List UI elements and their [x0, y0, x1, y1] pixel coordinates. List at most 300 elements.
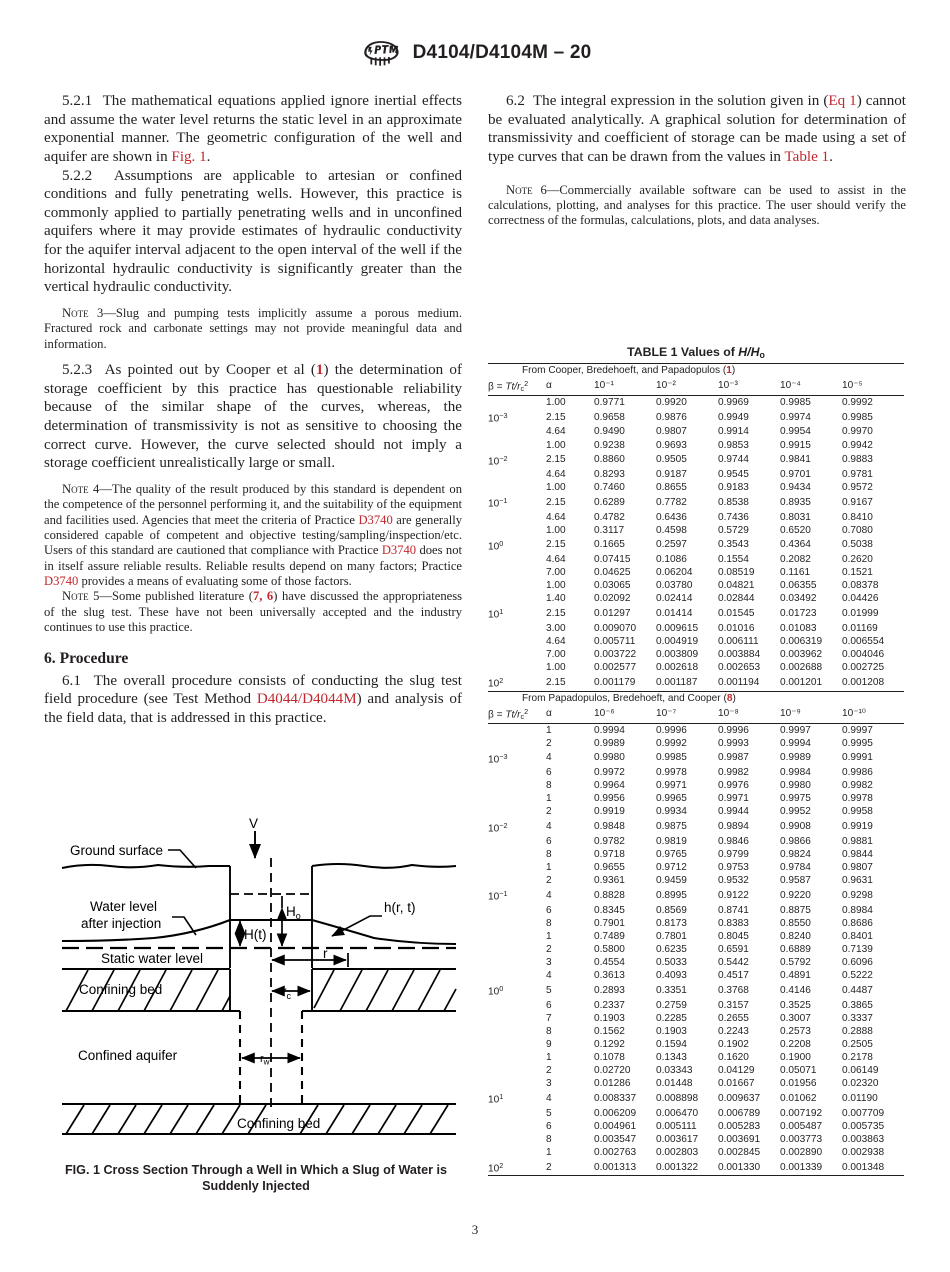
table-cell-value: 0.8401 [842, 930, 873, 942]
table-cell-alpha: 1.40 [546, 593, 566, 605]
table-cell-value: 0.01286 [594, 1078, 631, 1090]
table-cell-value: 0.9919 [842, 821, 873, 833]
table-cell-alpha: 9 [546, 1038, 552, 1050]
label-v: V [249, 816, 259, 831]
table-cell-alpha: 2.15 [546, 411, 566, 423]
table-cell-alpha: 1.00 [546, 395, 594, 409]
table-cell-value: 0.2573 [780, 1025, 811, 1037]
note-label: Note [62, 306, 89, 321]
table-cell-value: 0.001201 [780, 676, 823, 688]
table-row [488, 579, 904, 592]
table-cell-alpha: 1 [546, 723, 594, 737]
table-cell-beta [488, 481, 546, 494]
table-row [488, 511, 904, 524]
fig-1-cross-section [44, 808, 468, 1153]
note-text-b: are generally considered capable of competent and objective testing/sampling/inspection/etc. Users of this standard are cautioned that compliance with Practice [44, 512, 462, 558]
table-cell-value: 0.4487 [842, 984, 873, 996]
table-cell-alpha: 3 [546, 1078, 552, 1090]
table-cell-alpha: 7.00 [546, 649, 566, 660]
note-number: 6 [540, 182, 547, 197]
table-row [488, 1133, 904, 1146]
table-cell-alpha: 1.00 [546, 662, 566, 674]
table-cell-alpha: 5 [546, 1107, 552, 1119]
table-cell-value: 0.8875 [780, 904, 811, 916]
table-cell-value: 0.9866 [780, 835, 811, 847]
table-cell-value: 0.006470 [656, 1107, 699, 1119]
table-cell-alpha: 8 [546, 917, 552, 929]
paragraph-6-2 [488, 92, 906, 167]
table-cell-alpha: 2.15 [546, 608, 566, 620]
table-cell-value: 0.006209 [594, 1107, 637, 1119]
table-row [488, 750, 904, 766]
table-cell-value: 0.02414 [656, 593, 693, 605]
table-cell-value: 0.9986 [842, 767, 873, 779]
table-title [488, 345, 904, 360]
table-cell-value: 0.2759 [656, 999, 687, 1011]
table-cell-value: 0.002618 [656, 662, 699, 674]
table-cell-value: 0.9996 [718, 723, 780, 737]
bibliography-ref-7[interactable]: 7 [252, 589, 260, 604]
table-cell-alpha: 1 [546, 862, 552, 874]
table-cell-alpha: 4.64 [546, 426, 566, 438]
table-cell-value: 0.9984 [780, 767, 811, 779]
table-cell-beta [488, 1107, 546, 1120]
table-cell-beta [488, 969, 546, 982]
table-cell-alpha: 3 [546, 956, 552, 968]
table-cell-value: 0.002725 [842, 662, 885, 674]
label-ground-surface: Ground surface [70, 843, 164, 858]
table-row [488, 887, 904, 903]
table-cell-value: 0.9846 [718, 835, 749, 847]
table-cell-value: 0.4554 [594, 956, 625, 968]
table-cell-value: 0.002890 [780, 1146, 823, 1158]
table-cell-value: 0.08378 [842, 580, 879, 592]
table-cell-value: 0.9701 [780, 468, 811, 480]
table-cell-beta [488, 805, 546, 818]
table-cell-value: 0.01062 [780, 1092, 817, 1104]
table-cell-value: 0.4782 [594, 511, 625, 523]
table-cell-alpha: 3.00 [546, 622, 566, 634]
table-col-header-1: 10⁻⁶ [594, 708, 615, 720]
table-cell-value: 0.02092 [594, 593, 631, 605]
paragraph-5-2-2 [44, 167, 462, 297]
table-row [488, 622, 904, 635]
table-cell-value: 0.9782 [594, 835, 625, 847]
link-d3740-3[interactable]: D3740 [44, 574, 79, 589]
table-cell-value: 0.9942 [842, 439, 873, 451]
link-eq-1[interactable]: Eq 1 [828, 93, 857, 109]
table-row [488, 723, 904, 737]
table-cell-value: 0.8860 [594, 454, 625, 466]
table-cell-value: 0.9989 [780, 752, 811, 764]
table-cell-value: 0.9908 [780, 821, 811, 833]
table-col-header-4: 10⁻⁴ [780, 380, 801, 392]
table-cell-alpha: 1.00 [546, 439, 566, 451]
table-cell-value: 0.2893 [594, 984, 625, 996]
link-d3740-1[interactable]: D3740 [358, 512, 393, 527]
table-cell-value: 0.9841 [780, 454, 811, 466]
table-cell-value: 0.4146 [780, 984, 811, 996]
note-text-a: —The quality of the result produced by this standard is dependent on the competence of the personnel performing it, and the suitability of the equipment and facilities used. Agencies that meet the criteria of Practice [44, 481, 462, 527]
table-cell-alpha: 2 [546, 806, 552, 818]
table-col-header-4: 10⁻⁹ [780, 708, 801, 720]
table-cell-value: 0.9876 [656, 411, 687, 423]
table-cell-value: 0.9361 [594, 875, 625, 887]
table-row [488, 819, 904, 835]
table-cell-beta [488, 1120, 546, 1133]
table-cell-alpha: 2.15 [546, 676, 566, 688]
table-cell-value: 0.06204 [656, 567, 693, 579]
table-cell-value: 0.9919 [594, 806, 625, 818]
table-cell-value: 0.2620 [842, 554, 873, 566]
table-cell-beta [488, 835, 546, 848]
table-cell-value: 0.001313 [594, 1159, 656, 1176]
table-cell-value: 0.001330 [718, 1159, 780, 1176]
para-number: 6.1 [62, 672, 81, 689]
table-cell-value: 0.9712 [656, 862, 687, 874]
label-r-c: $r_c$ [282, 984, 291, 1001]
table-cell-value: 0.004046 [842, 649, 885, 660]
table-cell-value: 0.9982 [718, 767, 749, 779]
table-cell-alpha: 1 [546, 1146, 552, 1158]
table-cell-value: 0.04426 [842, 593, 879, 605]
table-cell-beta [488, 468, 546, 481]
table-cell-value: 0.1161 [780, 567, 811, 579]
label-h-sub-o: $H_o$ [286, 904, 301, 921]
table-cell-value: 0.5033 [656, 956, 687, 968]
table-group-title-row [488, 363, 904, 377]
table-row [488, 999, 904, 1012]
table-row [488, 737, 904, 750]
table-cell-alpha: 6 [546, 1120, 552, 1132]
table-cell-value: 0.8410 [842, 511, 873, 523]
table-row [488, 566, 904, 579]
table-cell-value: 0.04625 [594, 567, 631, 579]
table-cell-value: 0.9532 [718, 875, 749, 887]
para-text: The integral expression in the solution given in ( [532, 93, 829, 109]
table-cell-value: 0.9974 [780, 411, 811, 423]
para-text: The overall procedure consists of conducting the slug test field procedure (see Test Method [44, 672, 463, 708]
table-cell-beta [488, 1038, 546, 1051]
table-cell-value: 0.2178 [842, 1051, 873, 1063]
table-cell-value: 0.2082 [780, 554, 811, 566]
table-cell-value: 0.004961 [594, 1120, 637, 1132]
table-row [488, 452, 904, 468]
table-cell-value: 0.9572 [842, 482, 873, 494]
table-cell-value: 0.003617 [656, 1133, 699, 1145]
table-cell-value: 0.9985 [842, 411, 873, 423]
table-cell-value: 0.001322 [656, 1159, 718, 1176]
table-1 [488, 363, 904, 1176]
table-cell-value: 0.3525 [780, 999, 811, 1011]
table-cell-value: 0.002763 [594, 1146, 637, 1158]
table-cell-alpha: 2.15 [546, 496, 566, 508]
table-cell-value: 0.05071 [780, 1065, 817, 1076]
table-title-subscript: o [759, 349, 765, 360]
table-cell-value: 0.8984 [842, 904, 873, 916]
table-cell-value: 0.8550 [780, 917, 811, 929]
table-cell-beta [488, 1077, 546, 1090]
table-cell-alpha: 4 [546, 752, 552, 764]
table-cell-value: 0.003863 [842, 1133, 885, 1145]
table-cell-value: 0.03492 [780, 593, 817, 605]
link-table-1[interactable]: Table 1 [784, 148, 830, 165]
table-cell-value: 0.9991 [842, 752, 873, 764]
table-row [488, 917, 904, 930]
table-cell-value: 0.7080 [842, 524, 873, 536]
table-row [488, 1107, 904, 1120]
table-cell-value: 0.5442 [718, 956, 749, 968]
table-row [488, 792, 904, 805]
table-row [488, 395, 904, 409]
table-cell-value: 0.9985 [656, 752, 687, 764]
table-cell-beta [488, 723, 546, 737]
table-cell-alpha: 2.15 [546, 454, 566, 466]
table-cell-value: 0.1554 [718, 554, 749, 566]
table-cell-alpha: 2.15 [546, 539, 566, 551]
para-text-end: . [829, 148, 833, 165]
para-number: 5.2.2 [62, 167, 93, 184]
table-cell-value: 0.2208 [780, 1038, 811, 1050]
table-cell-value: 0.1900 [780, 1051, 811, 1063]
note-number: 3 [97, 306, 104, 321]
table-cell-value: 0.8828 [594, 889, 625, 901]
table-row [488, 943, 904, 956]
table-row [488, 835, 904, 848]
note-text-d: provides a means of evaluating some of those factors. [78, 574, 352, 589]
table-col-header-3: 10⁻³ [718, 380, 738, 392]
table-cell-beta [488, 930, 546, 943]
table-row [488, 1038, 904, 1051]
table-cell-value: 0.9993 [718, 737, 749, 749]
table-cell-value: 0.04129 [718, 1065, 755, 1076]
table-cell-value: 0.1292 [594, 1038, 625, 1050]
note-4 [44, 482, 462, 590]
table-row [488, 1159, 904, 1176]
table-cell-beta [488, 592, 546, 605]
table-cell-value: 0.7801 [656, 930, 687, 942]
table-cell-value: 0.03065 [594, 580, 631, 592]
table-cell-beta [488, 904, 546, 917]
table-cell-value: 0.7436 [718, 511, 749, 523]
para-number: 6.2 [506, 93, 525, 109]
table-cell-beta: $10^{-3}$ [488, 411, 508, 425]
table-row [488, 537, 904, 553]
table-cell-value: 0.9784 [780, 862, 811, 874]
table-cell-value: 0.007192 [780, 1107, 823, 1119]
table-cell-value: 0.006554 [842, 635, 885, 647]
table-cell-value: 0.9631 [842, 875, 873, 887]
table-cell-beta [488, 999, 546, 1012]
table-cell-value: 0.9753 [718, 862, 749, 874]
table-cell-value: 0.9765 [656, 848, 687, 860]
table-title-symbol: H/H [738, 345, 760, 359]
note-text: —Commercially available software can be used to assist in the calculations, plotting, and analyses for this practice. The user should verify the correctness of the formulas, calculations, plots, and data analyses. [488, 182, 907, 228]
table-cell-value: 0.002577 [594, 662, 637, 674]
table-cell-alpha: 7.00 [546, 567, 566, 579]
table-title-prefix: TABLE 1 Values of [627, 345, 739, 359]
figure-1-wrapper [44, 808, 468, 1194]
note-5 [44, 589, 462, 635]
table-cell-value: 0.02720 [594, 1065, 631, 1076]
table-cell-value: 0.8173 [656, 917, 687, 929]
table-cell-value: 0.001194 [718, 676, 760, 688]
table-cell-value: 0.01414 [656, 608, 693, 620]
table-cell-value: 0.4598 [656, 524, 687, 536]
table-group-title-row [488, 691, 904, 705]
table-cell-value: 0.003884 [718, 649, 761, 660]
table-row [488, 982, 904, 998]
table-cell-value: 0.8345 [594, 904, 625, 916]
table-cell-value: 0.9238 [594, 439, 625, 451]
table-row [488, 468, 904, 481]
hatch-upper-right [314, 970, 456, 1011]
table-cell-value: 0.003547 [594, 1133, 637, 1145]
table-group-title: From Papadopulos, Bredehoeft, and Cooper (8) [488, 691, 904, 705]
table-cell-value: 0.4517 [718, 970, 749, 982]
table-cell-value: 0.3768 [718, 984, 749, 996]
table-col-header-5: 10⁻⁵ [842, 380, 863, 392]
table-cell-beta: $10^1$ [488, 607, 504, 621]
table-cell-value: 0.7782 [656, 496, 687, 508]
table-cell-value: 0.8741 [718, 904, 749, 916]
table-cell-beta: $10^{-1}$ [488, 496, 508, 510]
table-cell-value: 0.9187 [656, 468, 687, 480]
table-cell-value: 0.9992 [842, 395, 904, 409]
table-cell-beta [488, 566, 546, 579]
table-cell-value: 0.9655 [594, 862, 625, 874]
table-row [488, 1064, 904, 1077]
bibliography-ref-1[interactable]: 1 [315, 362, 324, 379]
table-cell-value: 0.6235 [656, 943, 687, 955]
table-cell-value: 0.9220 [780, 889, 811, 901]
link-fig-1[interactable]: Fig. 1 [171, 148, 207, 165]
table-cell-value: 0.9980 [780, 780, 811, 792]
table-cell-value: 0.9771 [594, 395, 656, 409]
table-cell-beta: $10^{-1}$ [488, 889, 508, 903]
table-cell-value: 0.5729 [718, 524, 749, 536]
table-cell-value: 0.8045 [718, 930, 749, 942]
table-cell-value: 0.9883 [842, 454, 873, 466]
table-row [488, 969, 904, 982]
table-cell-beta [488, 635, 546, 648]
table-cell-value: 0.9824 [780, 848, 811, 860]
table-cell-beta [488, 622, 546, 635]
table-cell-value: 0.01297 [594, 608, 631, 620]
table-cell-alpha: 4 [546, 821, 552, 833]
table-cell-beta [488, 524, 546, 537]
table-cell-value: 0.9434 [780, 482, 811, 494]
table-cell-beta [488, 661, 546, 674]
table-beta-header: $\beta = Tt/r_c^2$ [488, 379, 529, 393]
para-text: As pointed out by Cooper et al ( [104, 362, 316, 379]
table-cell-value: 0.9807 [656, 426, 687, 438]
astm-logo [359, 38, 403, 68]
table-cell-beta [488, 917, 546, 930]
note-label: Note [62, 481, 89, 496]
table-cell-beta [488, 1012, 546, 1025]
standard-designation: D4104/D4104M – 20 [412, 42, 592, 63]
table-cell-value: 0.9976 [718, 780, 749, 792]
table-cell-value: 0.7460 [594, 482, 625, 494]
table-cell-beta: $10^0$ [488, 984, 504, 998]
table-cell-value: 0.6520 [780, 524, 811, 536]
table-cell-value: 0.3865 [842, 999, 873, 1011]
para-text-end: . [206, 148, 211, 165]
table-cell-alpha: 6 [546, 999, 552, 1011]
table-cell-value: 0.5792 [780, 956, 811, 968]
table-alpha-header: α [546, 708, 552, 720]
label-confining-bed-bottom: Confining bed [237, 1116, 321, 1131]
table-cell-value: 0.2285 [656, 1012, 687, 1024]
table-cell-value: 0.8383 [718, 917, 749, 929]
table-cell-value: 0.005111 [656, 1120, 697, 1132]
label-h-of-t: H(t) [244, 927, 267, 942]
table-cell-value: 0.01545 [718, 608, 755, 620]
table-cell-alpha: 4.64 [546, 635, 566, 647]
table-cell-alpha: 8 [546, 1025, 552, 1037]
table-cell-alpha: 1.00 [546, 524, 566, 536]
table-cell-beta [488, 579, 546, 592]
table-cell-value: 0.9658 [594, 411, 625, 423]
table-cell-value: 0.9844 [842, 848, 873, 860]
table-cell-beta: $10^2$ [488, 1159, 546, 1176]
table-row [488, 592, 904, 605]
table-row [488, 439, 904, 452]
table-cell-value: 0.3351 [656, 984, 687, 996]
table-row [488, 635, 904, 648]
table-cell-value: 0.3007 [780, 1012, 811, 1024]
table-cell-value: 0.9952 [780, 806, 811, 818]
table-cell-value: 0.3117 [594, 524, 625, 536]
table-cell-value: 0.4364 [780, 539, 811, 551]
link-d3740-2[interactable]: D3740 [381, 543, 417, 558]
para-text: The mathematical equations applied ignore inertial effects and assume the water level returns the static level in an approximate exponential manner. The geometric configuration of the well and aquifer are shown in [44, 93, 463, 165]
table-cell-value: 0.03780 [656, 580, 693, 592]
table-cell-value: 0.9914 [718, 426, 749, 438]
bibliography-ref-6[interactable]: 6 [266, 589, 274, 604]
table-row [488, 1012, 904, 1025]
table-cell-value: 0.8686 [842, 917, 873, 929]
figure-1-caption: FIG. 1 Cross Section Through a Well in Which a Slug of Water is Suddenly Injected [64, 1163, 448, 1194]
table-cell-value: 0.9799 [718, 848, 749, 860]
table-cell-value: 0.001348 [842, 1159, 904, 1176]
table-cell-value: 0.9954 [780, 426, 811, 438]
table-cell-value: 0.9997 [842, 723, 904, 737]
table-cell-value: 0.8293 [594, 468, 625, 480]
table-cell-value: 0.9985 [780, 395, 842, 409]
table-cell-value: 0.001187 [656, 676, 698, 688]
table-cell-value: 0.01169 [842, 622, 878, 634]
label-confining-bed-top: Confining bed [79, 982, 163, 997]
paragraph-6-1 [44, 672, 462, 728]
table-row [488, 553, 904, 566]
label-h-r-t: h(r, t) [384, 900, 416, 915]
link-d4044[interactable]: D4044/D4044M [256, 691, 357, 708]
table-cell-value: 0.1665 [594, 539, 625, 551]
table-col-header-5: 10⁻¹⁰ [842, 708, 866, 720]
table-header-row [488, 377, 904, 395]
table-row [488, 674, 904, 691]
table-cell-alpha: 2 [546, 875, 552, 887]
table-cell-alpha: 2 [546, 1065, 552, 1076]
table-header-row [488, 705, 904, 723]
table-row [488, 779, 904, 792]
table-cell-alpha: 4 [546, 1092, 552, 1104]
table-cell-value: 0.005487 [780, 1120, 823, 1132]
table-cell-value: 0.8569 [656, 904, 687, 916]
table-row [488, 1120, 904, 1133]
